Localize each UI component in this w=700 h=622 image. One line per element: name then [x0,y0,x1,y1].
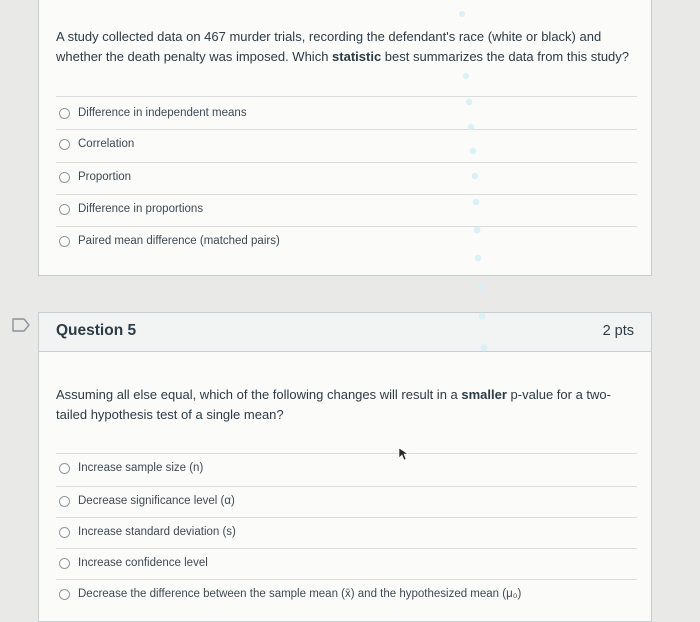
question-5-panel [38,312,652,622]
divider [56,226,637,227]
answer-label: Increase standard deviation (s) [78,526,236,538]
divider [56,162,637,163]
answer-label: Increase confidence level [78,557,208,569]
divider [56,517,637,518]
answer-option[interactable] [59,583,637,605]
radio-button[interactable] [59,204,70,215]
divider [56,579,637,580]
question-points: 2 pts [602,323,634,339]
answer-label: Decrease significance level (α) [78,495,235,507]
mouse-pointer-icon [398,447,410,461]
answer-label: Decrease the difference between the sample mean (x̄) and the hypothesized mean (μ₀) [78,588,522,600]
answer-option[interactable] [59,490,637,512]
divider [56,96,637,97]
radio-button[interactable] [59,108,70,119]
answer-label: Difference in proportions [78,203,204,215]
answer-label: Increase sample size (n) [78,462,204,474]
answer-option[interactable] [59,133,637,155]
divider [56,194,637,195]
answer-option[interactable] [59,521,637,543]
radio-button[interactable] [59,172,70,183]
question-title: Question 5 [56,322,137,339]
answer-label: Proportion [78,171,132,183]
radio-button[interactable] [59,589,70,600]
answer-label: Paired mean difference (matched pairs) [78,235,280,247]
question-4-panel [38,0,652,276]
answer-option[interactable] [59,198,637,220]
question-header [39,313,651,352]
question-4-text: A study collected data on 467 murder trials, recording the defendant's race (white or black) and whether the death penalty was imposed. Which statistic best summarizes the data from this study? [56,29,630,64]
answer-option[interactable] [59,102,637,124]
radio-button[interactable] [59,139,70,150]
answer-option[interactable] [59,230,637,252]
radio-button[interactable] [59,558,70,569]
radio-button[interactable] [59,463,70,474]
radio-button[interactable] [59,496,70,507]
divider [56,486,637,487]
answer-label: Difference in independent means [78,107,247,119]
radio-button[interactable] [59,236,70,247]
bookmark-flag-icon[interactable] [12,318,30,332]
answer-option[interactable] [59,166,637,188]
answer-option[interactable] [59,457,637,479]
radio-button[interactable] [59,527,70,538]
answer-option[interactable] [59,552,637,574]
divider [56,453,637,454]
divider [56,548,637,549]
answer-label: Correlation [78,138,135,150]
question-5-text: Assuming all else equal, which of the following changes will result in a smaller p-value for a two-tailed hypothesis test of a single mean? [56,387,611,422]
divider [56,129,637,130]
